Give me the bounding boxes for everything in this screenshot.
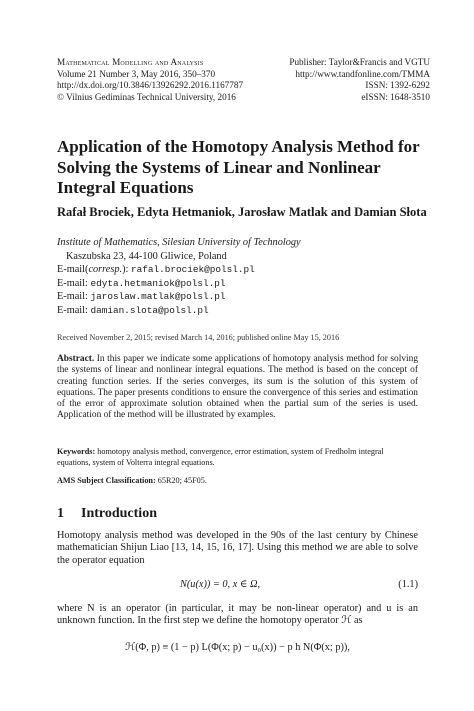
email-line bbox=[57, 290, 301, 304]
email-address[interactable]: rafal.brociek@polsl.pl bbox=[130, 264, 255, 276]
email-prefix: E-mail: bbox=[57, 304, 91, 316]
journal-volume: Volume 21 Number 3, May 2016, 350–370 bbox=[57, 68, 216, 79]
journal-name: Mathematical Modelling and Analysis bbox=[57, 57, 204, 67]
journal-website-link[interactable]: http://www.tandfonline.com/TMMA bbox=[295, 68, 430, 79]
email-line bbox=[57, 263, 301, 277]
equation-number: (1.1) bbox=[398, 579, 418, 590]
keywords-text: homotopy analysis method, convergence, error estimation, system of Fredholm integral equations, system of Volterra integral equations. bbox=[57, 447, 384, 467]
body-paragraph: where N is an operator (in particular, it may be non-linear operator) and u is an unknown function. In the first step we define the homotopy operator ℋ as bbox=[57, 603, 418, 627]
ams-codes: 65R20; 45F05. bbox=[157, 476, 207, 485]
email-address[interactable]: damian.slota@polsl.pl bbox=[90, 304, 209, 316]
abstract-text: In this paper we indicate some applications of homotopy analysis method for solving the systems of linear and nonlinear integral equations. The method is based on the concept of creating function series. If the series converges, its sum is the solution of this system of equations. The paper presents conditions to ensure the convergence of this series and estimation of the error of approximate solution obtained when the partial sum of the series is used. Application of the method will be illustrated by examples. bbox=[57, 354, 419, 421]
section-number: 1 bbox=[57, 506, 64, 521]
homotopy-equation: ℋ(Φ, p) ≡ (1 − p) L(Φ(x; p) − u₀(x)) − p h N(Φ(x; p)), bbox=[125, 642, 350, 653]
publisher: Publisher: Taylor&Francis and VGTU bbox=[289, 57, 430, 67]
doi-link[interactable]: http://dx.doi.org/10.3846/13926292.2016.1167787 bbox=[57, 80, 244, 91]
author-list: Rafał Brociek, Edyta Hetmaniok, Jarosław Matlak and Damian Słota bbox=[57, 205, 427, 219]
corresponding-marker: corresp. bbox=[88, 264, 123, 276]
section-heading bbox=[57, 505, 157, 522]
issn: ISSN: 1392-6292 bbox=[365, 80, 430, 91]
email-prefix: E-mail: bbox=[57, 291, 91, 303]
paper-title: Application of the Homotopy Analysis Method for Solving the Systems of Linear and Nonlinear Integral Equations bbox=[57, 137, 420, 197]
journal-header-right bbox=[270, 57, 430, 103]
body-paragraph: Homotopy analysis method was developed in the 90s of the last century by Chinese mathematician Shijun Liao [13, 14, 15, 16, 17]. Using this method we are able to solve the operator equation bbox=[57, 530, 418, 566]
email-prefix: E-mail( bbox=[57, 264, 89, 276]
email-line bbox=[57, 304, 301, 318]
email-line bbox=[57, 277, 301, 291]
ams-classification bbox=[57, 476, 207, 485]
institute: Institute of Mathematics, Silesian University of Technology bbox=[57, 237, 301, 248]
keywords bbox=[57, 446, 418, 468]
equation-text: N(u(x)) = 0, x ∈ Ω, bbox=[180, 579, 261, 590]
received-dates: Received November 2, 2015; revised March 14, 2016; published online May 15, 2016 bbox=[57, 333, 340, 342]
affiliation-block bbox=[57, 236, 301, 318]
email-address[interactable]: edyta.hetmaniok@polsl.pl bbox=[90, 277, 226, 289]
email-suffix: ): bbox=[122, 264, 131, 276]
equation-1-1 bbox=[57, 578, 418, 592]
ams-label: AMS Subject Classification: bbox=[57, 476, 156, 485]
postal-address: Kaszubska 23, 44-100 Gliwice, Poland bbox=[66, 250, 227, 262]
copyright-notice: © Vilnius Gediminas Technical University, 2016 bbox=[57, 91, 236, 102]
section-title: Introduction bbox=[81, 506, 157, 521]
email-address[interactable]: jaroslaw.matlak@polsl.pl bbox=[90, 291, 226, 303]
abstract bbox=[57, 354, 418, 422]
eissn: eISSN: 1648-3510 bbox=[361, 91, 430, 102]
keywords-label: Keywords: bbox=[57, 447, 96, 456]
journal-header-left bbox=[57, 57, 243, 103]
abstract-label: Abstract. bbox=[57, 354, 95, 364]
email-prefix: E-mail: bbox=[57, 277, 91, 289]
